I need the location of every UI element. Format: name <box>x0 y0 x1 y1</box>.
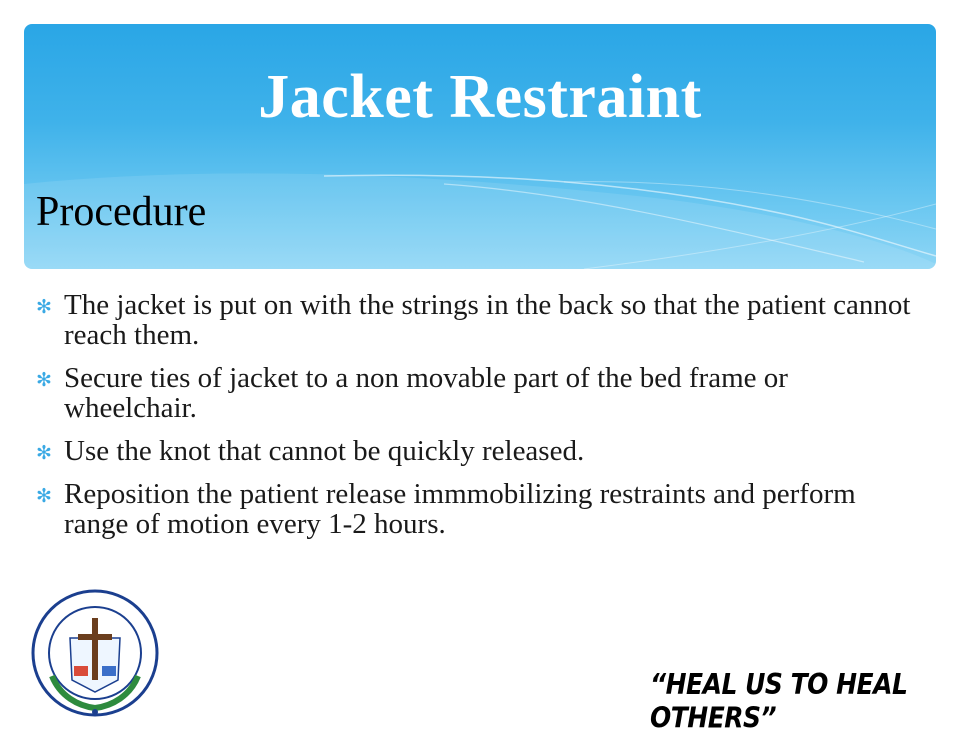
asterisk-icon: ✻ <box>36 370 52 391</box>
motto: “HEAL US TO HEAL OTHERS” <box>650 667 908 734</box>
asterisk-icon: ✻ <box>36 443 52 464</box>
asterisk-icon: ✻ <box>36 297 52 318</box>
bullet-text: The jacket is put on with the strings in the back so that the patient cannot reach them. <box>64 289 911 351</box>
bullet-list <box>36 290 916 552</box>
list-item <box>36 479 916 539</box>
section-heading: Procedure <box>36 189 207 235</box>
list-item <box>36 436 916 466</box>
slide-title: Jacket Restraint <box>258 63 702 131</box>
bullet-text: Secure ties of jacket to a non movable part of the bed frame or wheelchair. <box>64 362 788 424</box>
bullet-text: Reposition the patient release immmobilizing restraints and perform range of motion every 1-2 hours. <box>64 478 856 540</box>
asterisk-icon: ✻ <box>36 486 52 507</box>
bullet-text: Use the knot that cannot be quickly released. <box>64 435 585 467</box>
list-item <box>36 290 916 350</box>
college-logo <box>30 588 160 718</box>
list-item <box>36 363 916 423</box>
